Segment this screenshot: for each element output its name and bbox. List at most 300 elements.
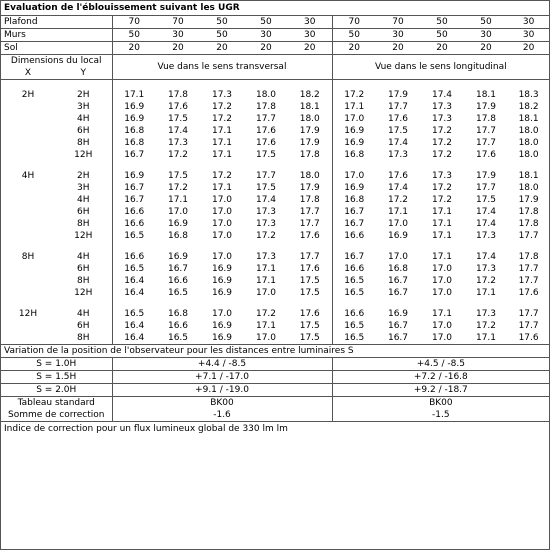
variation-transversal: +9.1 / -19.0: [112, 384, 332, 397]
ugr-longitudinal-value: 17.5: [475, 195, 497, 205]
reflectance-value: 50: [112, 29, 156, 42]
room-y: 12H: [55, 230, 112, 242]
table-row: [1, 230, 549, 242]
ugr-transversal-value: 18.0: [288, 113, 332, 125]
ugr-transversal-value: 17.0: [211, 195, 233, 205]
reflectance-value: 50: [420, 29, 464, 42]
ugr-longitudinal-value: 18.0: [518, 138, 539, 148]
gap-cell: [112, 161, 332, 170]
group-gap-row: [1, 80, 549, 90]
reflectance-value: 20: [332, 42, 376, 55]
ugr-transversal-value: 17.5: [255, 150, 277, 160]
ugr-longitudinal-value: 17.3: [475, 264, 497, 274]
reflectance-label: Plafond: [1, 16, 112, 29]
ugr-transversal-value: 16.7: [124, 150, 145, 160]
gap-cell: [332, 299, 549, 308]
room-y: 6H: [55, 206, 112, 218]
table-row: [1, 251, 549, 263]
ugr-longitudinal-value: 16.6: [344, 231, 365, 241]
variation-row: [1, 358, 549, 371]
room-y: 3H: [55, 182, 112, 194]
correction-row: [1, 409, 549, 422]
reflectance-value: 20: [288, 42, 332, 55]
ugr-longitudinal-value: 17.2: [431, 183, 453, 193]
ugr-transversal-value: 17.5: [288, 320, 332, 332]
reflectance-label: Sol: [1, 42, 112, 55]
ugr-longitudinal-value: 17.6: [475, 150, 497, 160]
ugr-longitudinal-value: 18.2: [518, 102, 539, 112]
ugr-longitudinal-value: 17.2: [475, 321, 497, 331]
reflectance-value: 70: [156, 16, 200, 29]
ugr-longitudinal-value: 17.3: [431, 114, 453, 124]
room-x: 2H: [21, 90, 35, 100]
spacing-label: S = 1.5H: [1, 371, 112, 384]
standard-table-row: [1, 397, 549, 410]
group-gap-row: [1, 161, 549, 170]
ugr-transversal-value: 17.3: [255, 207, 277, 217]
ugr-longitudinal-value: 17.4: [475, 252, 497, 262]
room-y: 12H: [55, 287, 112, 299]
reflectance-value: 50: [200, 29, 244, 42]
ugr-longitudinal-value: 17.3: [475, 309, 497, 319]
spacing-label: S = 1.0H: [1, 358, 112, 371]
ugr-longitudinal-value: 17.1: [431, 231, 453, 241]
ugr-transversal-value: 17.5: [167, 171, 189, 181]
ugr-transversal-value: 16.8: [167, 231, 189, 241]
ugr-longitudinal-value: 16.8: [344, 195, 365, 205]
ugr-longitudinal-value: 16.7: [344, 207, 365, 217]
reflectance-value: 20: [464, 42, 508, 55]
ugr-transversal-value: 17.6: [167, 102, 189, 112]
standard-longitudinal: BK00: [429, 398, 453, 408]
ugr-longitudinal-value: 17.5: [387, 126, 409, 136]
ugr-longitudinal-value: 17.1: [431, 309, 453, 319]
y-label: Y: [55, 67, 112, 80]
ugr-transversal-value: 16.5: [124, 309, 145, 319]
ugr-longitudinal-value: 17.8: [518, 219, 539, 229]
room-y: 8H: [55, 218, 112, 230]
reflectance-row: [1, 16, 549, 29]
table-row: [1, 287, 549, 299]
ugr-longitudinal-value: 16.8: [387, 264, 409, 274]
room-y: 4H: [55, 113, 112, 125]
reflectance-value: 30: [288, 16, 332, 29]
ugr-longitudinal-value: 17.3: [475, 231, 497, 241]
room-y: 4H: [55, 251, 112, 263]
room-x: [1, 263, 55, 275]
reflectance-value: 70: [112, 16, 156, 29]
dimensions-label: Dimensions du local: [1, 55, 112, 68]
ugr-transversal-value: 17.1: [255, 321, 277, 331]
ugr-longitudinal-value: 17.6: [518, 333, 539, 343]
group-gap-row: [1, 299, 549, 308]
ugr-longitudinal-value: 17.4: [387, 183, 409, 193]
ugr-transversal-value: 16.8: [124, 138, 145, 148]
room-x: 8H: [21, 252, 35, 262]
room-x: [1, 320, 55, 332]
table-row: [1, 101, 549, 113]
ugr-transversal-value: 17.2: [211, 171, 233, 181]
ugr-transversal-value: 17.9: [288, 182, 332, 194]
ugr-transversal-value: 17.7: [255, 171, 277, 181]
ugr-longitudinal-value: 17.6: [387, 171, 409, 181]
variation-row: [1, 371, 549, 384]
gap-cell: [112, 80, 332, 90]
ugr-longitudinal-value: 17.8: [475, 114, 497, 124]
ugr-transversal-value: 16.9: [124, 102, 145, 112]
ugr-transversal-value: 17.9: [288, 137, 332, 149]
ugr-longitudinal-value: 17.4: [431, 90, 453, 100]
ugr-longitudinal-value: 17.9: [518, 195, 539, 205]
ugr-transversal-value: 18.0: [288, 170, 332, 182]
ugr-transversal-value: 17.7: [255, 114, 277, 124]
room-x: 4H: [21, 171, 35, 181]
ugr-transversal-value: 17.1: [211, 126, 233, 136]
ugr-longitudinal-value: 18.1: [518, 171, 539, 181]
ugr-transversal-value: 17.6: [255, 138, 277, 148]
reflectance-row: [1, 29, 549, 42]
view-longitudinal-heading: Vue dans le sens longitudinal: [332, 55, 549, 80]
ugr-longitudinal-value: 17.1: [431, 207, 453, 217]
ugr-transversal-value: 16.6: [124, 207, 145, 217]
room-y: 6H: [55, 263, 112, 275]
ugr-transversal-value: 17.6: [288, 308, 332, 320]
ugr-longitudinal-value: 17.0: [431, 333, 453, 343]
spacing-label: S = 2.0H: [1, 384, 112, 397]
ugr-longitudinal-value: 16.5: [344, 333, 365, 343]
reflectance-value: 30: [288, 29, 332, 42]
ugr-longitudinal-value: 17.1: [475, 333, 497, 343]
ugr-transversal-value: 16.4: [124, 333, 145, 343]
ugr-longitudinal-value: 17.0: [344, 114, 365, 124]
ugr-transversal-value: 17.1: [124, 90, 145, 100]
ugr-transversal-value: 17.2: [211, 102, 233, 112]
ugr-longitudinal-value: 17.0: [387, 252, 409, 262]
reflectance-value: 30: [508, 29, 549, 42]
room-x: [1, 101, 55, 113]
ugr-transversal-value: 17.0: [167, 207, 189, 217]
gap-cell: [1, 299, 112, 308]
room-x: [1, 287, 55, 299]
ugr-transversal-value: 17.1: [211, 138, 233, 148]
ugr-transversal-value: 16.9: [211, 321, 233, 331]
ugr-transversal-value: 17.1: [255, 276, 277, 286]
room-x: [1, 230, 55, 242]
ugr-transversal-value: 17.8: [288, 194, 332, 206]
table-row: [1, 194, 549, 206]
variation-heading-row: [1, 345, 549, 358]
ugr-longitudinal-value: 17.7: [518, 276, 539, 286]
room-x: [1, 275, 55, 287]
ugr-longitudinal-value: 17.0: [387, 219, 409, 229]
ugr-transversal-value: 17.2: [167, 183, 189, 193]
correction-transversal: -1.6: [112, 409, 332, 422]
ugr-longitudinal-value: 17.2: [431, 195, 453, 205]
ugr-longitudinal-value: 17.1: [344, 102, 365, 112]
ugr-transversal-value: 16.6: [124, 252, 145, 262]
ugr-transversal-value: 18.1: [288, 101, 332, 113]
table-row: [1, 263, 549, 275]
correction-longitudinal: -1.5: [332, 409, 549, 422]
ugr-transversal-value: 17.2: [211, 114, 233, 124]
ugr-transversal-value: 16.6: [167, 321, 189, 331]
ugr-longitudinal-value: 16.7: [387, 276, 409, 286]
ugr-transversal-value: 18.0: [255, 90, 277, 100]
ugr-transversal-value: 17.7: [288, 251, 332, 263]
table-row: [1, 182, 549, 194]
reflectance-value: 20: [200, 42, 244, 55]
ugr-longitudinal-value: 17.2: [475, 276, 497, 286]
ugr-longitudinal-value: 16.7: [387, 321, 409, 331]
ugr-transversal-value: 17.0: [211, 252, 233, 262]
ugr-longitudinal-value: 17.7: [475, 138, 497, 148]
gap-cell: [112, 299, 332, 308]
ugr-transversal-value: 17.7: [288, 206, 332, 218]
ugr-transversal-value: 17.1: [167, 195, 189, 205]
reflectance-value: 20: [112, 42, 156, 55]
reflectance-value: 20: [508, 42, 549, 55]
group-gap-row: [1, 242, 549, 251]
table-row: [1, 149, 549, 161]
ugr-longitudinal-value: 18.3: [518, 90, 539, 100]
ugr-transversal-value: 16.6: [124, 219, 145, 229]
ugr-transversal-value: 17.9: [288, 125, 332, 137]
room-y: 3H: [55, 101, 112, 113]
ugr-longitudinal-value: 17.2: [431, 126, 453, 136]
ugr-longitudinal-value: 18.0: [518, 126, 539, 136]
variation-transversal: +7.1 / -17.0: [112, 371, 332, 384]
ugr-longitudinal-value: 17.1: [431, 219, 453, 229]
standard-table-label: Tableau standard: [1, 397, 112, 410]
ugr-transversal-value: 16.7: [167, 264, 189, 274]
dimensions-header-row: [1, 55, 549, 68]
ugr-transversal-value: 17.4: [167, 126, 189, 136]
reflectance-value: 30: [156, 29, 200, 42]
variation-transversal: +4.4 / -8.5: [112, 358, 332, 371]
view-transversal-heading: Vue dans le sens transversal: [112, 55, 332, 80]
reflectance-value: 50: [200, 16, 244, 29]
footer-note: Indice de correction pour un flux lumineux global de 330 lm lm: [4, 424, 288, 434]
ugr-longitudinal-value: 17.8: [518, 252, 539, 262]
ugr-longitudinal-value: 16.9: [387, 309, 409, 319]
room-y: 6H: [55, 320, 112, 332]
standard-transversal: BK00: [112, 397, 332, 410]
reflectance-value: 30: [508, 16, 549, 29]
ugr-transversal-value: 17.8: [167, 90, 189, 100]
ugr-longitudinal-value: 17.2: [431, 150, 453, 160]
reflectance-value: 50: [332, 29, 376, 42]
reflectance-value: 30: [464, 29, 508, 42]
variation-longitudinal: +7.2 / -16.8: [332, 371, 549, 384]
ugr-longitudinal-value: 16.5: [344, 288, 365, 298]
ugr-transversal-value: 16.9: [211, 288, 233, 298]
ugr-longitudinal-value: 17.0: [431, 264, 453, 274]
room-x: [1, 125, 55, 137]
ugr-transversal-value: 16.4: [124, 288, 145, 298]
ugr-longitudinal-value: 18.1: [475, 90, 497, 100]
gap-cell: [1, 242, 112, 251]
ugr-transversal-value: 17.8: [288, 149, 332, 161]
ugr-transversal-value: 17.4: [255, 195, 277, 205]
ugr-longitudinal-value: 17.7: [518, 309, 539, 319]
ugr-longitudinal-value: 17.7: [387, 102, 409, 112]
ugr-transversal-value: 17.6: [288, 263, 332, 275]
ugr-longitudinal-value: 17.4: [387, 138, 409, 148]
gap-cell: [1, 80, 112, 90]
table-row: [1, 206, 549, 218]
room-x: [1, 218, 55, 230]
ugr-transversal-value: 17.0: [211, 207, 233, 217]
ugr-longitudinal-value: 17.7: [475, 183, 497, 193]
ugr-longitudinal-value: 16.9: [387, 231, 409, 241]
ugr-longitudinal-value: 17.8: [518, 207, 539, 217]
table-row: [1, 125, 549, 137]
room-y: 2H: [55, 89, 112, 101]
reflectance-value: 70: [376, 16, 420, 29]
reflectance-value: 20: [420, 42, 464, 55]
ugr-transversal-value: 17.2: [255, 231, 277, 241]
ugr-longitudinal-value: 17.4: [475, 219, 497, 229]
ugr-table-body: [1, 1, 549, 436]
ugr-longitudinal-value: 16.9: [344, 183, 365, 193]
ugr-transversal-value: 17.6: [288, 230, 332, 242]
ugr-transversal-value: 16.9: [211, 264, 233, 274]
ugr-transversal-value: 17.0: [211, 309, 233, 319]
ugr-longitudinal-value: 17.7: [518, 264, 539, 274]
ugr-transversal-value: 16.7: [124, 183, 145, 193]
reflectance-row: [1, 42, 549, 55]
room-x: [1, 182, 55, 194]
ugr-transversal-value: 16.8: [167, 309, 189, 319]
ugr-longitudinal-value: 17.1: [475, 288, 497, 298]
room-x: [1, 194, 55, 206]
ugr-longitudinal-value: 16.9: [344, 126, 365, 136]
ugr-longitudinal-value: 18.0: [518, 150, 539, 160]
ugr-longitudinal-value: 17.2: [344, 90, 365, 100]
ugr-transversal-value: 17.0: [255, 333, 277, 343]
reflectance-value: 70: [332, 16, 376, 29]
ugr-transversal-value: 16.9: [167, 219, 189, 229]
room-y: 8H: [55, 275, 112, 287]
table-row: [1, 332, 549, 345]
ugr-transversal-value: 17.2: [255, 309, 277, 319]
table-title: Evaluation de l'éblouissement suivant les UGR: [1, 1, 549, 16]
ugr-transversal-value: 16.9: [124, 171, 145, 181]
ugr-longitudinal-value: 16.7: [387, 288, 409, 298]
room-x: 12H: [18, 309, 38, 319]
footer-note-row: [1, 422, 549, 437]
room-x: [1, 149, 55, 161]
ugr-longitudinal-value: 17.3: [387, 150, 409, 160]
ugr-transversal-value: 17.3: [255, 219, 277, 229]
reflectance-value: 30: [376, 29, 420, 42]
ugr-longitudinal-value: 16.8: [344, 150, 365, 160]
ugr-transversal-value: 17.7: [288, 218, 332, 230]
room-y: 2H: [55, 170, 112, 182]
room-x: [1, 113, 55, 125]
ugr-transversal-value: 16.9: [211, 333, 233, 343]
reflectance-value: 50: [464, 16, 508, 29]
ugr-transversal-value: 17.5: [288, 332, 332, 345]
reflectance-value: 50: [420, 16, 464, 29]
room-y: 8H: [55, 332, 112, 345]
table-row: [1, 275, 549, 287]
reflectance-value: 20: [376, 42, 420, 55]
ugr-transversal-value: 16.5: [124, 264, 145, 274]
ugr-longitudinal-value: 17.3: [431, 171, 453, 181]
ugr-longitudinal-value: 17.6: [518, 288, 539, 298]
ugr-transversal-value: 16.4: [124, 276, 145, 286]
ugr-transversal-value: 17.5: [255, 183, 277, 193]
variation-heading: Variation de la position de l'observateur pour les distances entre luminaires S: [1, 345, 549, 358]
ugr-longitudinal-value: 17.7: [518, 321, 539, 331]
gap-cell: [112, 242, 332, 251]
ugr-transversal-value: 17.0: [211, 231, 233, 241]
table-row: [1, 320, 549, 332]
reflectance-value: 20: [156, 42, 200, 55]
ugr-transversal-value: 16.9: [167, 252, 189, 262]
ugr-transversal-value: 17.1: [211, 183, 233, 193]
room-y: 4H: [55, 194, 112, 206]
ugr-transversal-value: 17.3: [167, 138, 189, 148]
gap-cell: [1, 161, 112, 170]
ugr-transversal-value: 17.5: [288, 287, 332, 299]
ugr-longitudinal-value: 17.2: [431, 138, 453, 148]
ugr-longitudinal-value: 16.5: [344, 321, 365, 331]
variation-longitudinal: +4.5 / -8.5: [332, 358, 549, 371]
ugr-transversal-value: 16.7: [124, 195, 145, 205]
ugr-transversal-value: 17.5: [288, 275, 332, 287]
room-y: 12H: [55, 149, 112, 161]
ugr-longitudinal-value: 16.6: [344, 309, 365, 319]
ugr-transversal-value: 17.1: [255, 264, 277, 274]
ugr-transversal-value: 17.8: [255, 102, 277, 112]
x-label: X: [1, 67, 55, 80]
reflectance-label: Murs: [1, 29, 112, 42]
table-row: [1, 137, 549, 149]
ugr-longitudinal-value: 17.9: [475, 171, 497, 181]
title-row: [1, 1, 549, 16]
ugr-longitudinal-value: 17.4: [475, 207, 497, 217]
ugr-transversal-value: 18.2: [288, 89, 332, 101]
table-row: [1, 89, 549, 101]
ugr-transversal-value: 17.0: [255, 288, 277, 298]
gap-cell: [332, 161, 549, 170]
table-row: [1, 308, 549, 320]
room-x: [1, 137, 55, 149]
ugr-transversal-value: 16.9: [211, 276, 233, 286]
ugr-transversal-value: 16.8: [124, 126, 145, 136]
ugr-longitudinal-value: 16.6: [344, 264, 365, 274]
ugr-longitudinal-value: 18.0: [518, 183, 539, 193]
correction-label: Somme de correction: [1, 409, 112, 422]
ugr-transversal-value: 17.1: [211, 150, 233, 160]
ugr-transversal-value: 16.5: [167, 333, 189, 343]
gap-cell: [332, 80, 549, 90]
ugr-longitudinal-value: 17.7: [475, 126, 497, 136]
ugr-transversal-value: 17.0: [211, 219, 233, 229]
ugr-longitudinal-value: 16.5: [344, 276, 365, 286]
ugr-longitudinal-value: 17.1: [387, 207, 409, 217]
reflectance-value: 30: [244, 29, 288, 42]
ugr-transversal-value: 17.3: [255, 252, 277, 262]
room-y: 8H: [55, 137, 112, 149]
ugr-transversal-value: 16.4: [124, 321, 145, 331]
ugr-longitudinal-value: 17.6: [387, 114, 409, 124]
ugr-longitudinal-value: 16.7: [344, 252, 365, 262]
table-row: [1, 170, 549, 182]
table-row: [1, 218, 549, 230]
